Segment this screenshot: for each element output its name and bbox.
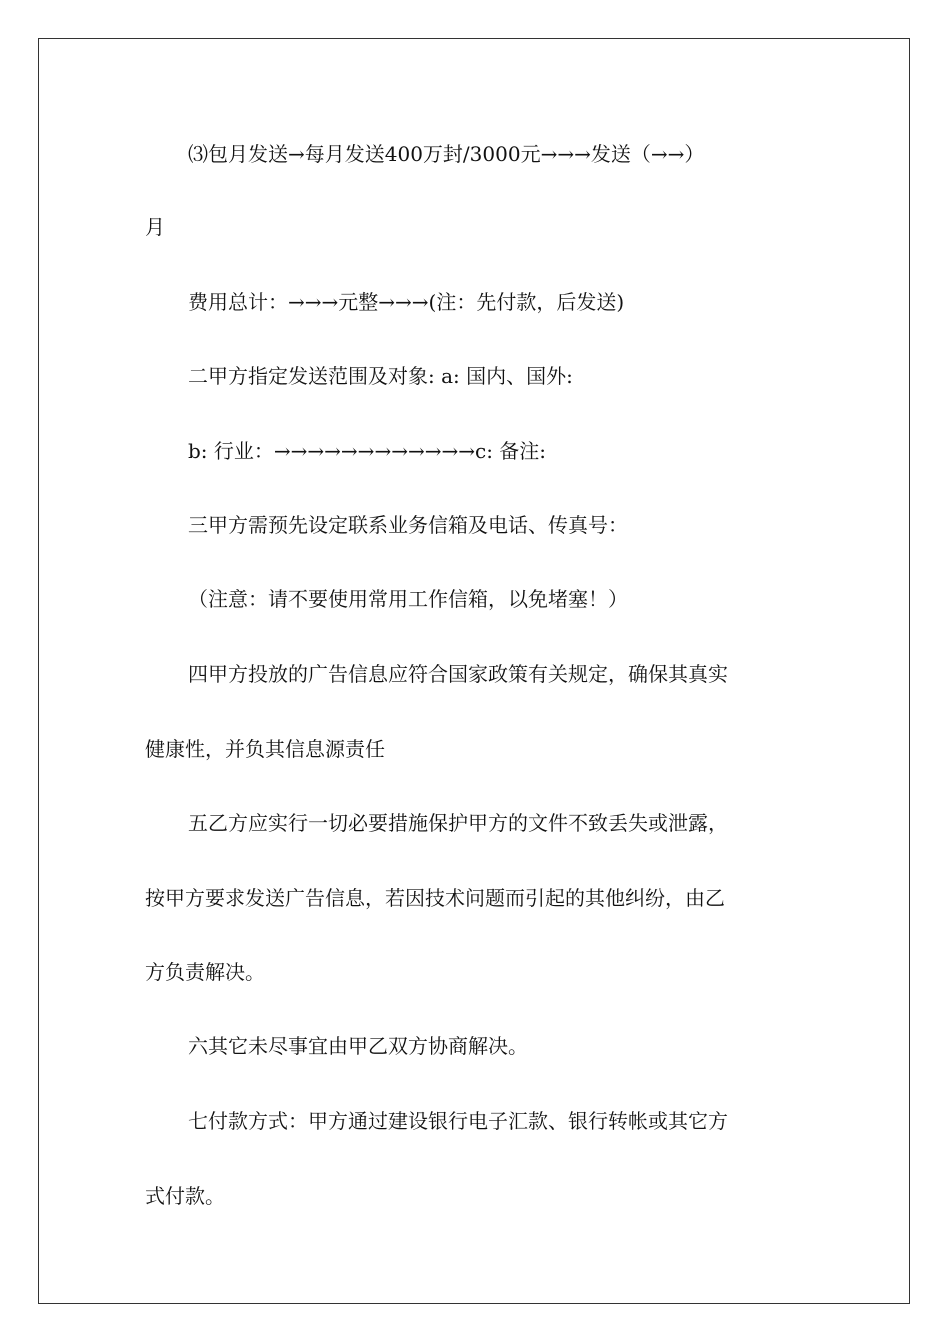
paragraph-clause-three: 三甲方需预先设定联系业务信箱及电话、传真号： bbox=[188, 513, 628, 537]
paragraph-monthly-sending: ⑶包月发送→每月发送400万封/3000元→→→发送（→→） bbox=[188, 142, 705, 166]
paragraph-month-continuation: 月 bbox=[145, 215, 165, 239]
paragraph-clause-five-line-two: 按甲方要求发送广告信息，若因技术问题而引起的其他纠纷，由乙 bbox=[145, 886, 725, 910]
paragraph-clause-two: 二甲方指定发送范围及对象: a: 国内、国外: bbox=[188, 364, 573, 388]
paragraph-clause-seven: 七付款方式：甲方通过建设银行电子汇款、银行转帐或其它方 bbox=[188, 1109, 728, 1133]
paragraph-total-fee: 费用总计：→→→元整→→→(注：先付款，后发送) bbox=[188, 290, 625, 314]
paragraph-mailbox-notice: （注意：请不要使用常用工作信箱，以免堵塞！） bbox=[188, 587, 628, 611]
paragraph-clause-five-line-three: 方负责解决。 bbox=[145, 960, 265, 984]
paragraph-clause-seven-continuation: 式付款。 bbox=[145, 1184, 225, 1208]
paragraph-clause-five: 五乙方应实行一切必要措施保护甲方的文件不致丢失或泄露， bbox=[188, 811, 728, 835]
paragraph-clause-four-continuation: 健康性，并负其信息源责任 bbox=[145, 737, 385, 761]
paragraph-clause-four: 四甲方投放的广告信息应符合国家政策有关规定，确保其真实 bbox=[188, 662, 728, 686]
paragraph-clause-six: 六其它未尽事宜由甲乙双方协商解决。 bbox=[188, 1034, 528, 1058]
paragraph-industry-notes: b: 行业：→→→→→→→→→→→→c: 备注: bbox=[188, 439, 547, 463]
